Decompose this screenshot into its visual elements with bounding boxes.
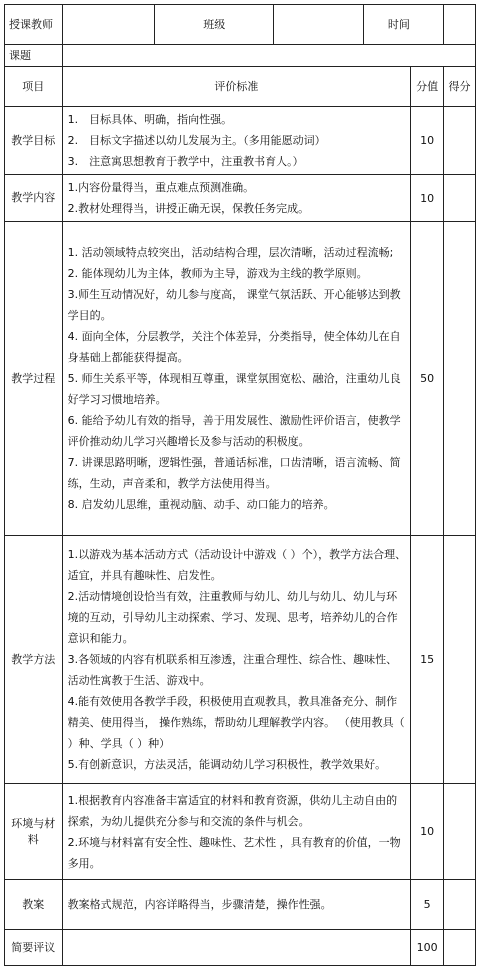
criteria-line: 1.根据教育内容准备丰富适宜的材料和教育资源，供幼儿主动自由的探索，为幼儿提供充分参与和交流的条件与机会。 [67, 793, 398, 828]
row-method [5, 536, 476, 784]
col-criteria: 评价标准 [62, 67, 411, 107]
criteria-line: 2. 目标文字描述以幼儿发展为主。（多用能愿动词） [67, 134, 326, 147]
criteria-line: 5. 师生关系平等，体现相互尊重，课堂氛围宽松、融洽，注重幼儿良好学习习惯地培养。 [67, 372, 401, 406]
criteria-line: 3.各领域的内容有机联系相互渗透，注重合理性、综合性、趣味性、活动性寓教于生活、游戏中。 [67, 653, 398, 687]
criteria-line: 4.能有效使用各教学手段，积极使用直观教具，教具准备充分、制作精美、使用得当， 操作熟练，帮助幼儿理解教学内容。 （使用教具（ ）种、学具（ ）种） [67, 695, 405, 750]
criteria-line: 1.内容份量得当，重点难点预测准确。 [67, 181, 255, 194]
criteria-lesson-plan [62, 880, 411, 930]
time-label: 时间 [363, 5, 443, 45]
teacher-label: 授课教师 [5, 5, 63, 45]
class-value[interactable] [274, 5, 363, 45]
criteria-content [62, 175, 411, 222]
criteria-line: 8. 启发幼儿思维，重视动脑、动手、动口能力的培养。 [67, 498, 335, 511]
criteria-line: 2.教材处理得当，讲授正确无误，保教任务完成。 [67, 202, 310, 215]
item-method: 教学方法 [5, 536, 63, 784]
criteria-line: 3.师生互动情况好，幼儿参与度高， 课堂气氛活跃、开心能够达到教学目的。 [67, 288, 401, 322]
evaluation-table [4, 4, 476, 966]
teacher-value[interactable] [62, 5, 155, 45]
item-content: 教学内容 [5, 175, 63, 222]
row-goals [5, 107, 476, 175]
points-content: 10 [411, 175, 444, 222]
criteria-line: 1. 活动领域特点较突出，活动结构合理，层次清晰，活动过程流畅; [67, 246, 394, 259]
points-environment: 10 [411, 784, 444, 880]
comments-value[interactable] [62, 930, 411, 966]
row-lesson-plan [5, 880, 476, 930]
score-lesson-plan[interactable] [444, 880, 476, 930]
criteria-line: 1. 目标具体、明确，指向性强。 [67, 113, 233, 126]
criteria-line: 1.以游戏为基本活动方式（活动设计中游戏（ ）个），教学方法合理、适宜，并具有趣味性、启发性。 [67, 548, 407, 582]
points-method: 15 [411, 536, 444, 784]
score-environment[interactable] [444, 784, 476, 880]
score-total[interactable] [444, 930, 476, 966]
row-environment [5, 784, 476, 880]
criteria-method [62, 536, 411, 784]
topic-row [5, 45, 476, 67]
criteria-goals [62, 107, 411, 175]
criteria-line: 4. 面向全体，分层教学，关注个体差异，分类指导，使全体幼儿在自身基础上都能获得提高。 [67, 330, 401, 364]
row-content [5, 175, 476, 222]
criteria-line: 5.有创新意识，方法灵活，能调动幼儿学习积极性，教学效果好。 [67, 758, 387, 771]
points-process: 50 [411, 222, 444, 536]
item-comments: 简要评议 [5, 930, 63, 966]
col-points: 分值 [411, 67, 444, 107]
column-header-row [5, 67, 476, 107]
criteria-line: 2. 能体现幼儿为主体，教师为主导，游戏为主线的教学原则。 [67, 267, 368, 280]
time-value[interactable] [444, 5, 476, 45]
topic-label: 课题 [5, 45, 63, 67]
criteria-line: 6. 能给予幼儿有效的指导，善于用发展性、激励性评价语言，使教学评价推动幼儿学习兴趣增长及参与活动的积极度。 [67, 414, 401, 448]
col-score: 得分 [444, 67, 476, 107]
topic-value[interactable] [62, 45, 475, 67]
header-row [5, 5, 476, 45]
score-goals[interactable] [444, 107, 476, 175]
criteria-line: 2.活动情境创设恰当有效，注重教师与幼儿、幼儿与幼儿、幼儿与环境的互动，引导幼儿主动探索、学习、发现、思考，培养幼儿的合作意识和能力。 [67, 590, 398, 645]
score-process[interactable] [444, 222, 476, 536]
row-comments [5, 930, 476, 966]
criteria-environment [62, 784, 411, 880]
points-total: 100 [411, 930, 444, 966]
criteria-line: 7. 讲课思路明晰，逻辑性强，普通话标准，口齿清晰，语言流畅、简练，生动，声音柔和，教学方法使用得当。 [67, 456, 401, 490]
points-lesson-plan: 5 [411, 880, 444, 930]
item-environment: 环境与材料 [5, 784, 63, 880]
item-process: 教学过程 [5, 222, 63, 536]
criteria-line: 3. 注意寓思想教育于教学中，注重教书育人。） [67, 155, 304, 168]
col-item: 项目 [5, 67, 63, 107]
item-lesson-plan: 教案 [5, 880, 63, 930]
score-content[interactable] [444, 175, 476, 222]
row-process [5, 222, 476, 536]
item-goals: 教学目标 [5, 107, 63, 175]
score-method[interactable] [444, 536, 476, 784]
criteria-line: 教案格式规范，内容详略得当，步骤清楚，操作性强。 [67, 898, 332, 911]
points-goals: 10 [411, 107, 444, 175]
class-label: 班级 [155, 5, 274, 45]
criteria-line: 2.环境与材料富有安全性、趣味性、艺术性 ，具有教育的价值，一物多用。 [67, 835, 401, 870]
criteria-process [62, 222, 411, 536]
